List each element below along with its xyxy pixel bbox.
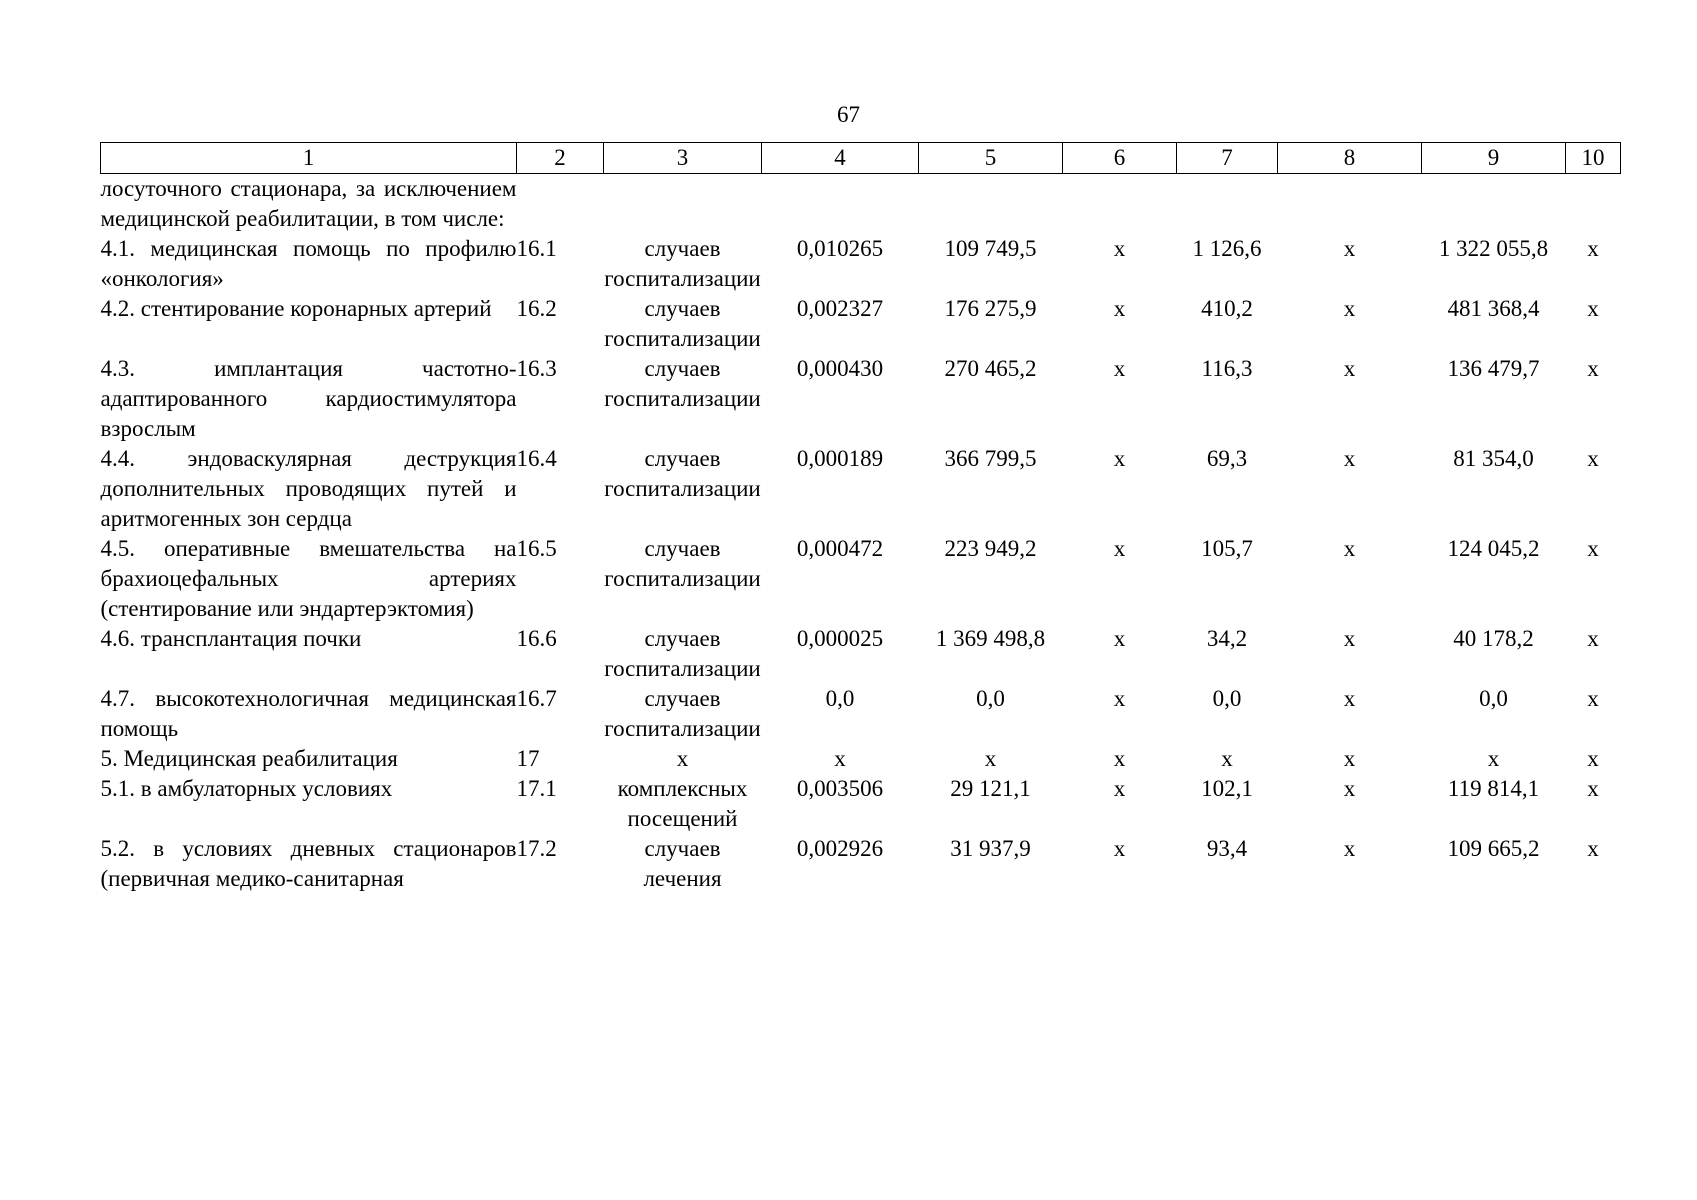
row-code: 16.6 <box>516 626 557 651</box>
row-col9: 81 354,0 <box>1453 446 1534 471</box>
row-col6: х <box>1113 746 1126 771</box>
row-code <box>517 174 604 235</box>
row-name: 4.3. имплантация частотно-адаптированного кардиостимулятора взрослым <box>100 356 517 441</box>
column-number: 6 <box>1063 143 1177 174</box>
row-unit: случаев госпитализации <box>604 536 761 591</box>
row-unit: комплексных посещений <box>617 776 748 831</box>
row-col6: х <box>1113 296 1126 321</box>
row-unit: случаев госпитализации <box>604 296 761 351</box>
row-col6: х <box>1113 686 1126 711</box>
row-col8: х <box>1343 536 1356 561</box>
row-col7: х <box>1221 746 1233 771</box>
row-col8: х <box>1343 686 1356 711</box>
row-col10: х <box>1587 746 1599 771</box>
row-col4: 0,002327 <box>796 296 884 321</box>
row-code: 17.2 <box>516 836 557 861</box>
row-col5: 223 949,2 <box>944 536 1037 561</box>
row-name: 4.6. трансплантация почки <box>100 626 362 651</box>
column-number: 3 <box>604 143 762 174</box>
row-col6 <box>1063 174 1177 235</box>
row-col10: х <box>1587 686 1599 711</box>
row-col9: 136 479,7 <box>1447 356 1540 381</box>
row-col8: х <box>1343 296 1356 321</box>
row-name: 4.4. эндоваскулярная деструкция дополнительных проводящих путей и аритмогенных зон сердца <box>100 446 517 531</box>
row-col5: 1 369 498,8 <box>935 626 1046 651</box>
column-number-row <box>101 143 1621 174</box>
row-col5: 29 121,1 <box>950 776 1031 801</box>
row-name: 4.2. стентирование коронарных артерий <box>100 296 492 321</box>
column-number: 1 <box>101 143 517 174</box>
row-col8: х <box>1343 356 1356 381</box>
table-row <box>101 624 1621 684</box>
row-code: 17 <box>516 746 540 771</box>
table-row <box>101 684 1621 744</box>
row-col8: х <box>1343 446 1356 471</box>
row-unit: случаев госпитализации <box>604 446 761 501</box>
column-number: 7 <box>1177 143 1278 174</box>
row-name: лосуточного стационара, за исключением медицинской реабилитации, в том числе: <box>100 176 517 231</box>
row-col9: 40 178,2 <box>1453 626 1534 651</box>
row-name: 4.5. оперативные вмешательства на брахиоцефальных артериях (стентирование или эндартерэктомия) <box>100 536 517 621</box>
row-col6: х <box>1113 776 1126 801</box>
column-number: 2 <box>517 143 604 174</box>
row-col4: 0,003506 <box>796 776 884 801</box>
row-col6: х <box>1113 626 1126 651</box>
row-col7: 105,7 <box>1201 536 1253 561</box>
column-number: 8 <box>1278 143 1422 174</box>
row-col7: 69,3 <box>1206 446 1248 471</box>
table-row <box>101 834 1621 894</box>
row-code: 16.3 <box>516 356 557 381</box>
row-code: 16.5 <box>516 536 557 561</box>
row-unit: случаев госпитализации <box>604 356 761 411</box>
table-row <box>101 774 1621 834</box>
row-col6: х <box>1113 236 1126 261</box>
row-code: 17.1 <box>516 776 557 801</box>
row-col4: х <box>834 746 846 771</box>
row-col9: 119 814,1 <box>1447 776 1540 801</box>
row-col4: 0,0 <box>825 686 855 711</box>
row-name: 5. Медицинская реабилитация <box>100 746 398 771</box>
row-col6: х <box>1113 446 1126 471</box>
row-col9: 124 045,2 <box>1447 536 1540 561</box>
row-col4 <box>762 174 919 235</box>
row-col10: х <box>1587 236 1599 261</box>
row-col10: х <box>1587 296 1599 321</box>
row-col6: х <box>1113 356 1126 381</box>
row-col6: х <box>1113 836 1126 861</box>
table-row <box>101 174 1621 235</box>
table-row <box>101 534 1621 624</box>
row-col8 <box>1278 174 1422 235</box>
row-col9: 481 368,4 <box>1447 296 1540 321</box>
row-col5: 31 937,9 <box>950 836 1031 861</box>
row-unit: случаев госпитализации <box>604 686 761 741</box>
row-col5: 0,0 <box>976 686 1005 711</box>
column-number: 4 <box>762 143 919 174</box>
row-col7: 102,1 <box>1201 776 1253 801</box>
row-col10 <box>1566 174 1621 235</box>
row-col4: 0,000025 <box>796 626 884 651</box>
row-code: 16.7 <box>516 686 557 711</box>
row-name: 4.7. высокотехнологичная медицинская помощь <box>100 686 517 741</box>
row-code: 16.4 <box>516 446 557 471</box>
column-number: 5 <box>919 143 1063 174</box>
row-col7: 93,4 <box>1206 836 1248 861</box>
row-col8: х <box>1343 836 1356 861</box>
table-row <box>101 744 1621 774</box>
table-row <box>101 294 1621 354</box>
row-col7 <box>1177 174 1278 235</box>
row-code: 16.1 <box>516 236 557 261</box>
row-name: 5.1. в амбулаторных условиях <box>100 776 393 801</box>
row-col10: х <box>1587 356 1599 381</box>
row-col5: 366 799,5 <box>944 446 1037 471</box>
row-col4: 0,000189 <box>796 446 884 471</box>
row-col10: х <box>1587 536 1599 561</box>
row-unit: х <box>676 746 689 771</box>
row-col7: 34,2 <box>1206 626 1248 651</box>
row-unit: случаев лечения <box>643 836 722 891</box>
row-col8: х <box>1343 746 1356 771</box>
row-col7: 1 126,6 <box>1192 236 1262 261</box>
table-row <box>101 354 1621 444</box>
row-name: 4.1. медицинская помощь по профилю «онкология» <box>100 236 517 291</box>
row-col5: х <box>984 746 997 771</box>
row-col9: 109 665,2 <box>1447 836 1540 861</box>
table-row <box>101 444 1621 534</box>
row-col8: х <box>1343 236 1356 261</box>
row-col5: 176 275,9 <box>944 296 1037 321</box>
row-col5: 270 465,2 <box>944 356 1037 381</box>
row-unit <box>604 174 762 235</box>
row-col10: х <box>1587 836 1599 861</box>
row-col9: 1 322 055,8 <box>1438 236 1549 261</box>
row-col7: 410,2 <box>1201 296 1253 321</box>
row-col10: х <box>1587 446 1599 471</box>
row-col10: х <box>1587 776 1599 801</box>
row-col4: 0,002926 <box>796 836 884 861</box>
row-col4: 0,000472 <box>796 536 884 561</box>
row-col10: х <box>1587 626 1599 651</box>
column-number: 10 <box>1566 143 1621 174</box>
row-col7: 0,0 <box>1212 686 1242 711</box>
column-number: 9 <box>1422 143 1566 174</box>
row-col9: х <box>1487 746 1500 771</box>
row-col4: 0,000430 <box>796 356 884 381</box>
row-code: 16.2 <box>516 296 557 321</box>
data-table <box>100 142 1621 894</box>
row-col8: х <box>1343 626 1356 651</box>
row-col7: 116,3 <box>1201 356 1253 381</box>
row-col9 <box>1422 174 1566 235</box>
row-col4: 0,010265 <box>796 236 884 261</box>
page-number: 67 <box>837 102 860 127</box>
row-col9: 0,0 <box>1479 686 1508 711</box>
table-row <box>101 234 1621 294</box>
row-col8: х <box>1343 776 1356 801</box>
row-unit: случаев госпитализации <box>604 236 761 291</box>
row-col6: х <box>1113 536 1126 561</box>
row-unit: случаев госпитализации <box>604 626 761 681</box>
row-name: 5.2. в условиях дневных стационаров (первичная медико-санитарная <box>100 836 517 891</box>
row-col5 <box>919 174 1063 235</box>
row-col5: 109 749,5 <box>944 236 1037 261</box>
